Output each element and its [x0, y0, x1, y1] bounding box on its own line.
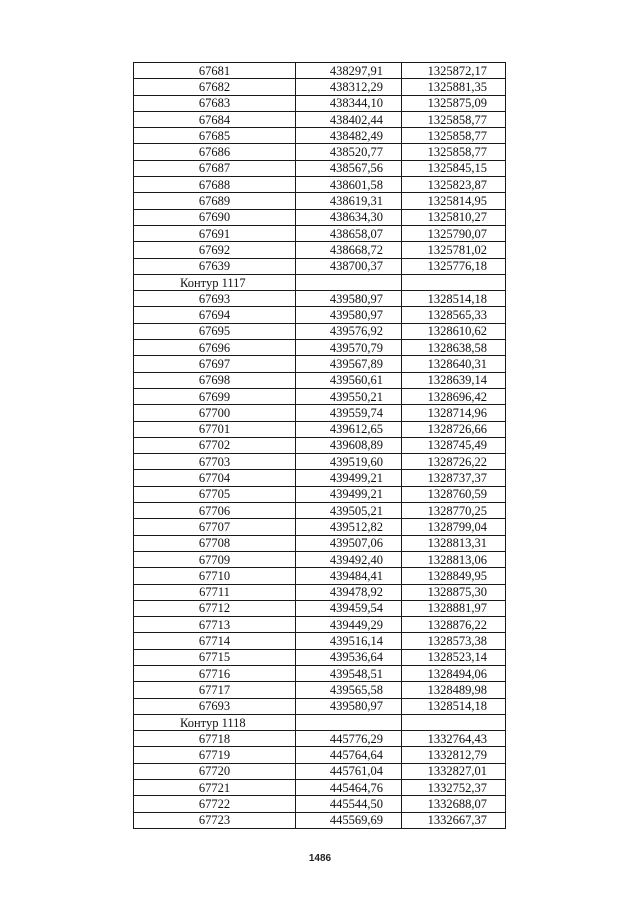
x-coordinate-cell: 439516,14: [296, 633, 402, 649]
x-coordinate-cell: 439512,82: [296, 519, 402, 535]
y-coordinate-cell: 1332827,01: [402, 763, 506, 779]
point-id-cell: 67701: [134, 421, 296, 437]
x-coordinate-cell: 439570,79: [296, 340, 402, 356]
y-coordinate-cell: 1328726,66: [402, 421, 506, 437]
table-row: [134, 535, 506, 551]
point-id-cell: 67695: [134, 323, 296, 339]
y-coordinate-cell: 1328876,22: [402, 617, 506, 633]
x-coordinate-cell: 445464,76: [296, 780, 402, 796]
x-coordinate-cell: 439478,92: [296, 584, 402, 600]
point-id-cell: 67707: [134, 519, 296, 535]
table-row: [134, 388, 506, 404]
table-row: [134, 160, 506, 176]
y-coordinate-cell: 1332667,37: [402, 812, 506, 828]
table-row: [134, 144, 506, 160]
x-coordinate-cell: 439459,54: [296, 600, 402, 616]
point-id-cell: 67709: [134, 551, 296, 567]
y-coordinate-cell: 1332764,43: [402, 731, 506, 747]
x-coordinate-cell: 445544,50: [296, 796, 402, 812]
y-coordinate-cell: 1325881,35: [402, 79, 506, 95]
table-row: [134, 454, 506, 470]
point-id-cell: 67696: [134, 340, 296, 356]
x-coordinate-cell: 438482,49: [296, 128, 402, 144]
table-row: [134, 307, 506, 323]
y-coordinate-cell: 1328745,49: [402, 437, 506, 453]
y-coordinate-cell: 1328696,42: [402, 388, 506, 404]
x-coordinate-cell: 439536,64: [296, 649, 402, 665]
point-id-cell: 67712: [134, 600, 296, 616]
point-id-cell: 67685: [134, 128, 296, 144]
table-row: [134, 258, 506, 274]
x-coordinate-cell: 438658,07: [296, 225, 402, 241]
table-row: [134, 649, 506, 665]
y-coordinate-cell: 1325810,27: [402, 209, 506, 225]
point-id-cell: 67723: [134, 812, 296, 828]
table-row: [134, 225, 506, 241]
point-id-cell: 67718: [134, 731, 296, 747]
x-coordinate-cell: 439550,21: [296, 388, 402, 404]
table-row: [134, 812, 506, 828]
point-id-cell: 67639: [134, 258, 296, 274]
x-coordinate-cell: 439567,89: [296, 356, 402, 372]
x-coordinate-cell: 438567,56: [296, 160, 402, 176]
table-row: [134, 63, 506, 79]
x-coordinate-cell: 438402,44: [296, 111, 402, 127]
table-row: [134, 470, 506, 486]
point-id-cell: 67713: [134, 617, 296, 633]
y-coordinate-cell: 1325776,18: [402, 258, 506, 274]
point-id-cell: 67692: [134, 242, 296, 258]
x-coordinate-cell: 438344,10: [296, 95, 402, 111]
y-coordinate-cell: 1328714,96: [402, 405, 506, 421]
point-id-cell: 67697: [134, 356, 296, 372]
y-coordinate-cell: 1325790,07: [402, 225, 506, 241]
x-coordinate-cell: 439560,61: [296, 372, 402, 388]
table-row: [134, 356, 506, 372]
y-coordinate-cell: 1328610,62: [402, 323, 506, 339]
x-coordinate-cell: 439499,21: [296, 486, 402, 502]
x-coordinate-cell: 439612,65: [296, 421, 402, 437]
table-row: [134, 551, 506, 567]
point-id-cell: 67719: [134, 747, 296, 763]
y-coordinate-cell: 1328760,59: [402, 486, 506, 502]
point-id-cell: 67714: [134, 633, 296, 649]
point-id-cell: 67681: [134, 63, 296, 79]
x-coordinate-cell: 438297,91: [296, 63, 402, 79]
table-row: [134, 600, 506, 616]
point-id-cell: 67700: [134, 405, 296, 421]
table-row: [134, 503, 506, 519]
point-id-cell: 67705: [134, 486, 296, 502]
table-row: [134, 242, 506, 258]
table-row: [134, 617, 506, 633]
section-empty-y: [402, 714, 506, 730]
point-id-cell: 67721: [134, 780, 296, 796]
point-id-cell: 67690: [134, 209, 296, 225]
table-row: [134, 79, 506, 95]
table-row: [134, 291, 506, 307]
point-id-cell: 67684: [134, 111, 296, 127]
point-id-cell: 67688: [134, 177, 296, 193]
x-coordinate-cell: 439505,21: [296, 503, 402, 519]
page-number: 1486: [308, 853, 332, 864]
x-coordinate-cell: 438619,31: [296, 193, 402, 209]
x-coordinate-cell: 438700,37: [296, 258, 402, 274]
point-id-cell: 67716: [134, 665, 296, 681]
point-id-cell: 67711: [134, 584, 296, 600]
coordinates-table-body: [134, 63, 506, 829]
y-coordinate-cell: 1328494,06: [402, 665, 506, 681]
table-row: [134, 780, 506, 796]
y-coordinate-cell: 1325781,02: [402, 242, 506, 258]
y-coordinate-cell: 1328565,33: [402, 307, 506, 323]
table-row: [134, 682, 506, 698]
y-coordinate-cell: 1325875,09: [402, 95, 506, 111]
y-coordinate-cell: 1328639,14: [402, 372, 506, 388]
x-coordinate-cell: 439507,06: [296, 535, 402, 551]
x-coordinate-cell: 438312,29: [296, 79, 402, 95]
y-coordinate-cell: 1328813,31: [402, 535, 506, 551]
x-coordinate-cell: 439548,51: [296, 665, 402, 681]
y-coordinate-cell: 1325814,95: [402, 193, 506, 209]
point-id-cell: 67687: [134, 160, 296, 176]
x-coordinate-cell: 445761,04: [296, 763, 402, 779]
table-row: [134, 584, 506, 600]
x-coordinate-cell: 439576,92: [296, 323, 402, 339]
coordinates-table: [133, 62, 506, 829]
section-label: Контур 1117: [134, 274, 296, 290]
table-row: [134, 519, 506, 535]
x-coordinate-cell: 445776,29: [296, 731, 402, 747]
y-coordinate-cell: 1332752,37: [402, 780, 506, 796]
y-coordinate-cell: 1325823,87: [402, 177, 506, 193]
table-row: [134, 763, 506, 779]
table-row: [134, 95, 506, 111]
table-row: [134, 340, 506, 356]
y-coordinate-cell: 1328770,25: [402, 503, 506, 519]
y-coordinate-cell: 1325858,77: [402, 111, 506, 127]
x-coordinate-cell: 439559,74: [296, 405, 402, 421]
y-coordinate-cell: 1328875,30: [402, 584, 506, 600]
x-coordinate-cell: 438668,72: [296, 242, 402, 258]
point-id-cell: 67683: [134, 95, 296, 111]
section-label: Контур 1118: [134, 714, 296, 730]
point-id-cell: 67686: [134, 144, 296, 160]
point-id-cell: 67717: [134, 682, 296, 698]
section-header-row: [134, 274, 506, 290]
table-row: [134, 698, 506, 714]
x-coordinate-cell: 438634,30: [296, 209, 402, 225]
x-coordinate-cell: 439499,21: [296, 470, 402, 486]
table-row: [134, 193, 506, 209]
y-coordinate-cell: 1328799,04: [402, 519, 506, 535]
point-id-cell: 67720: [134, 763, 296, 779]
point-id-cell: 67704: [134, 470, 296, 486]
y-coordinate-cell: 1328638,58: [402, 340, 506, 356]
table-row: [134, 323, 506, 339]
x-coordinate-cell: 438520,77: [296, 144, 402, 160]
table-row: [134, 177, 506, 193]
point-id-cell: 67682: [134, 79, 296, 95]
y-coordinate-cell: 1328523,14: [402, 649, 506, 665]
point-id-cell: 67703: [134, 454, 296, 470]
y-coordinate-cell: 1328881,97: [402, 600, 506, 616]
y-coordinate-cell: 1328514,18: [402, 291, 506, 307]
point-id-cell: 67689: [134, 193, 296, 209]
x-coordinate-cell: 439608,89: [296, 437, 402, 453]
table-row: [134, 486, 506, 502]
table-row: [134, 731, 506, 747]
point-id-cell: 67691: [134, 225, 296, 241]
table-row: [134, 568, 506, 584]
section-empty-y: [402, 274, 506, 290]
point-id-cell: 67708: [134, 535, 296, 551]
table-row: [134, 633, 506, 649]
y-coordinate-cell: 1328640,31: [402, 356, 506, 372]
section-empty-x: [296, 274, 402, 290]
y-coordinate-cell: 1332812,79: [402, 747, 506, 763]
table-row: [134, 421, 506, 437]
point-id-cell: 67694: [134, 307, 296, 323]
point-id-cell: 67706: [134, 503, 296, 519]
x-coordinate-cell: 439484,41: [296, 568, 402, 584]
y-coordinate-cell: 1328514,18: [402, 698, 506, 714]
y-coordinate-cell: 1328726,22: [402, 454, 506, 470]
y-coordinate-cell: 1325845,15: [402, 160, 506, 176]
point-id-cell: 67698: [134, 372, 296, 388]
point-id-cell: 67699: [134, 388, 296, 404]
x-coordinate-cell: 439580,97: [296, 698, 402, 714]
table-row: [134, 405, 506, 421]
section-empty-x: [296, 714, 402, 730]
table-row: [134, 747, 506, 763]
point-id-cell: 67715: [134, 649, 296, 665]
x-coordinate-cell: 439580,97: [296, 291, 402, 307]
table-row: [134, 372, 506, 388]
x-coordinate-cell: 439449,29: [296, 617, 402, 633]
y-coordinate-cell: 1328813,06: [402, 551, 506, 567]
x-coordinate-cell: 439492,40: [296, 551, 402, 567]
point-id-cell: 67693: [134, 698, 296, 714]
y-coordinate-cell: 1328489,98: [402, 682, 506, 698]
x-coordinate-cell: 445764,64: [296, 747, 402, 763]
y-coordinate-cell: 1328737,37: [402, 470, 506, 486]
point-id-cell: 67693: [134, 291, 296, 307]
section-header-row: [134, 714, 506, 730]
x-coordinate-cell: 439565,58: [296, 682, 402, 698]
x-coordinate-cell: 439519,60: [296, 454, 402, 470]
y-coordinate-cell: 1325858,77: [402, 128, 506, 144]
table-row: [134, 128, 506, 144]
y-coordinate-cell: 1325872,17: [402, 63, 506, 79]
x-coordinate-cell: 445569,69: [296, 812, 402, 828]
x-coordinate-cell: 439580,97: [296, 307, 402, 323]
table-row: [134, 209, 506, 225]
table-row: [134, 437, 506, 453]
table-row: [134, 665, 506, 681]
y-coordinate-cell: 1328849,95: [402, 568, 506, 584]
table-row: [134, 111, 506, 127]
y-coordinate-cell: 1328573,38: [402, 633, 506, 649]
point-id-cell: 67702: [134, 437, 296, 453]
y-coordinate-cell: 1325858,77: [402, 144, 506, 160]
point-id-cell: 67722: [134, 796, 296, 812]
y-coordinate-cell: 1332688,07: [402, 796, 506, 812]
table-row: [134, 796, 506, 812]
point-id-cell: 67710: [134, 568, 296, 584]
x-coordinate-cell: 438601,58: [296, 177, 402, 193]
